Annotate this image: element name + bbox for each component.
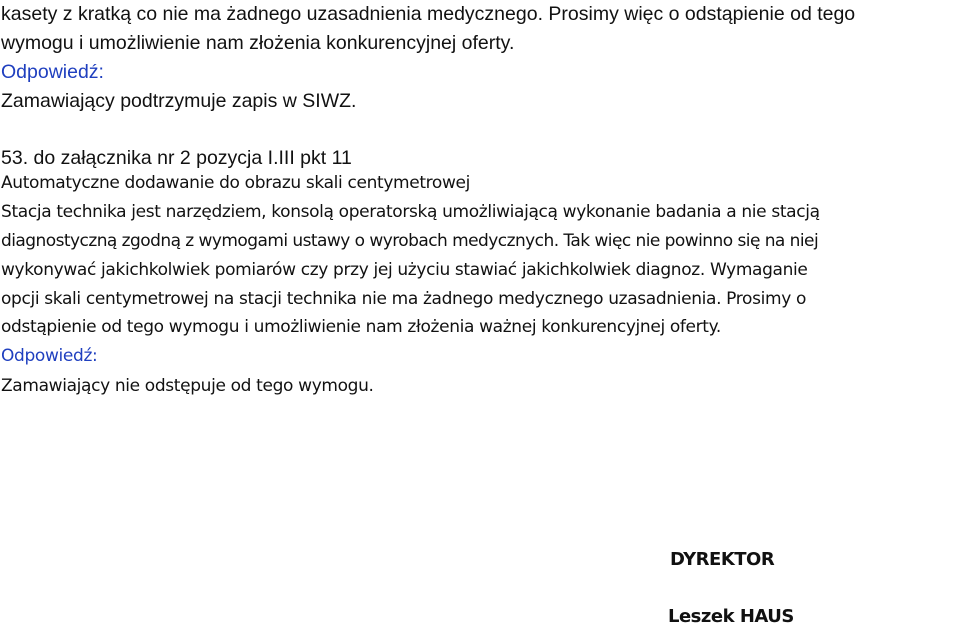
question-53-body-line-5: odstąpienie od tego wymogu i umożliwienie nam złożenia ważnej konkurencyjnej oferty. xyxy=(1,317,721,337)
prev-answer-label: Odpowiedź: xyxy=(1,61,104,83)
question-53-subject: Automatyczne dodawanie do obrazu skali centymetrowej xyxy=(1,173,471,193)
signature-title: DYREKTOR xyxy=(670,549,775,570)
question-53-body-line-2: diagnostyczną zgodną z wymogami ustawy o wyrobach medycznych. Tak więc nie powinno się na niej xyxy=(1,231,819,251)
question-53-heading: 53. do załącznika nr 2 pozycja I.III pkt 11 xyxy=(1,147,352,169)
prev-answer-text: Zamawiający podtrzymuje zapis w SIWZ. xyxy=(1,90,357,112)
question-53-body-line-4: opcji skali centymetrowej na stacji technika nie ma żadnego medycznego uzasadnienia. Prosimy o xyxy=(1,289,807,309)
question-53-body-line-3: wykonywać jakichkolwiek pomiarów czy przy jej użyciu stawiać jakichkolwiek diagnoz. Wymaganie xyxy=(1,260,808,280)
question-53-answer-text: Zamawiający nie odstępuje od tego wymogu. xyxy=(1,376,374,396)
signature-name: Leszek HAUS xyxy=(668,606,794,627)
question-53-answer-label: Odpowiedź: xyxy=(1,346,98,366)
question-53-body-line-1: Stacja technika jest narzędziem, konsolą operatorską umożliwiającą wykonanie badania a nie stacją xyxy=(1,202,820,222)
prev-question-line-1: kasety z kratką co nie ma żadnego uzasadnienia medycznego. Prosimy więc o odstąpienie od tego xyxy=(1,3,856,25)
prev-question-line-2: wymogu i umożliwienie nam złożenia konkurencyjnej oferty. xyxy=(1,32,515,54)
